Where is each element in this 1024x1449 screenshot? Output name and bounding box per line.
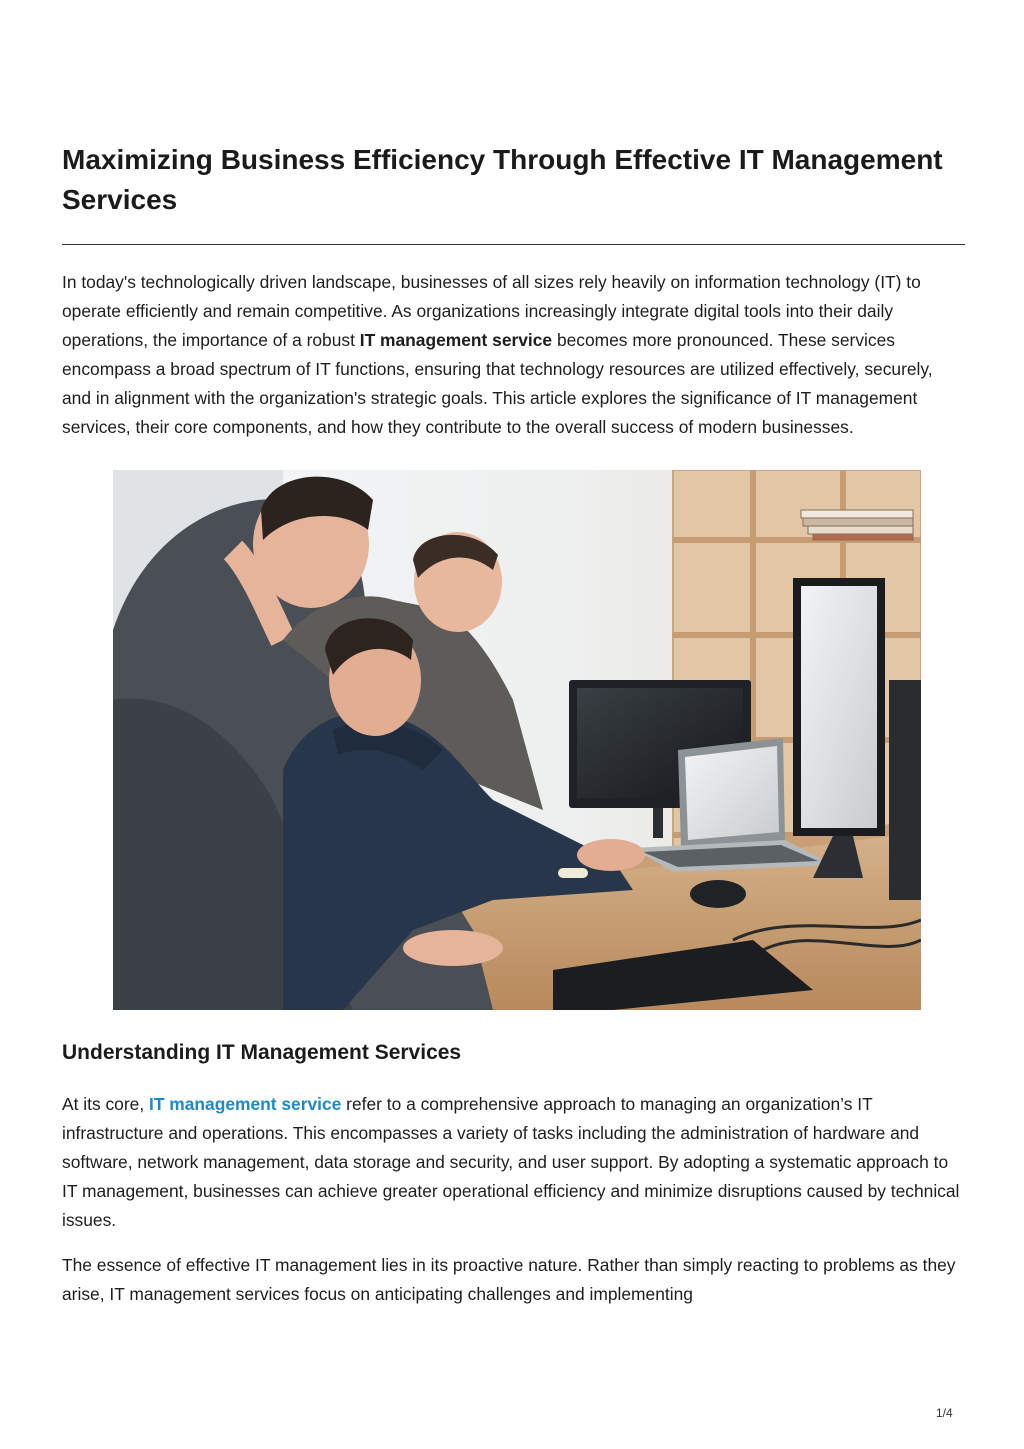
page-number: 1/4 xyxy=(936,1406,953,1420)
page-title: Maximizing Business Efficiency Through Effective IT Management Services xyxy=(62,144,943,215)
it-management-service-link[interactable]: IT management service xyxy=(148,1094,342,1114)
p1-text-end: refer to a comprehensive approach to managing an organization’s IT infrastructure and operations. This encompasses a variety of tasks including the administration of hardware and software, network management, data storage and security, and user support. By adopting a systematic approach to IT management, businesses can achieve greater operational efficiency and minimize disruptions caused by technical issues. xyxy=(62,1094,960,1230)
intro-paragraph xyxy=(62,268,965,442)
p1-text-start: At its core, xyxy=(62,1094,149,1114)
intro-text-start: In today's technologically driven landscape, businesses of all sizes rely heavily on information technology (IT) to operate efficiently and remain competitive. As organizations increasingly integrate digital tools into their daily operations, the importance of a robust xyxy=(62,272,921,350)
intro-bold-term: IT management service xyxy=(359,330,553,350)
title-divider xyxy=(62,244,965,245)
section-paragraph-1 xyxy=(62,1090,965,1235)
section-paragraph-2: The essence of effective IT management lies in its proactive nature. Rather than simply reacting to problems as they arise, IT management services focus on anticipating challenges and implementing xyxy=(62,1255,956,1304)
document-page xyxy=(62,140,965,1309)
office-photo xyxy=(113,470,921,1010)
intro-text-end: becomes more pronounced. These services encompass a broad spectrum of IT functions, ensuring that technology resources are utilized effectively, securely, and in alignment with the organization's strategic goals. This article explores the significance of IT management services, their core components, and how they contribute to the overall success of modern businesses. xyxy=(62,330,933,437)
section-heading: Understanding IT Management Services xyxy=(62,1041,462,1064)
